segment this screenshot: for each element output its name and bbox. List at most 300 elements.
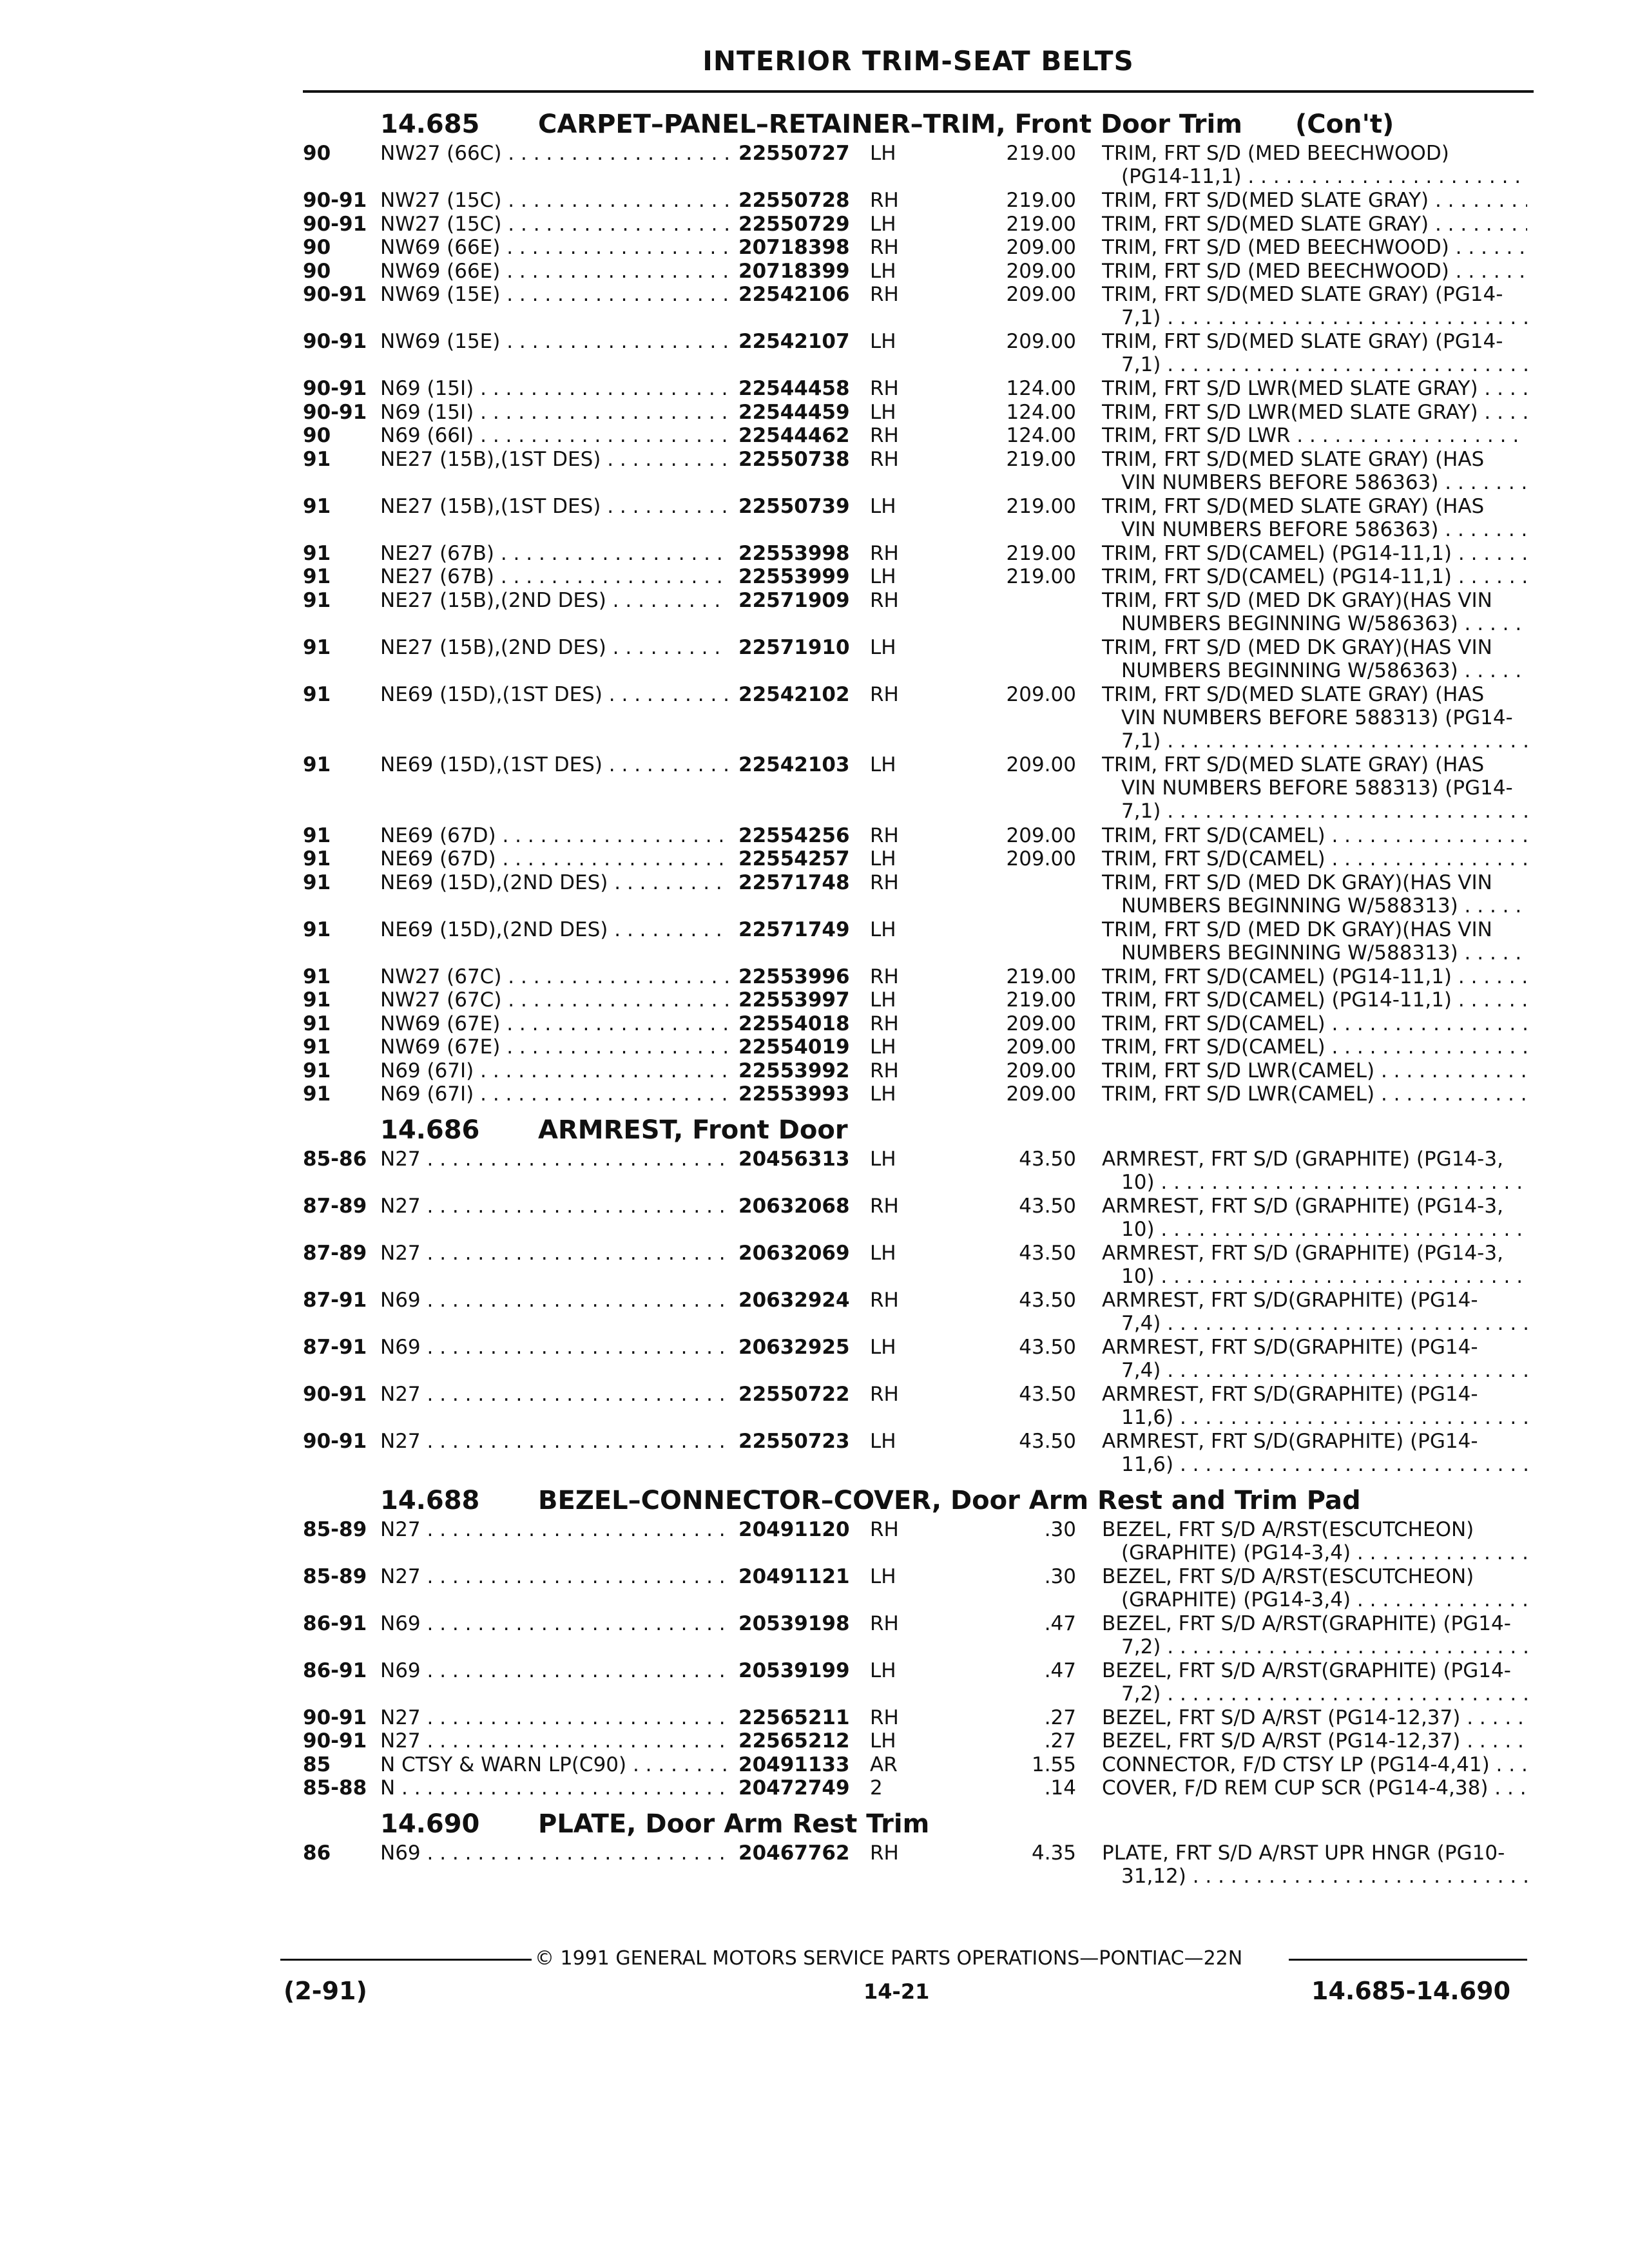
year-range: 90-91 (303, 1429, 367, 1453)
description-line: ARMREST, FRT S/D (GRAPHITE) (PG14-3, (1102, 1241, 1503, 1265)
model-code: N CTSY & WARN LP(C90) . . . (380, 1753, 728, 1776)
description-line: TRIM, FRT S/D(CAMEL) . . . (1102, 847, 1527, 870)
price: 219.00 (1006, 541, 1076, 565)
part-description (1102, 683, 1527, 753)
year-range: 91 (303, 541, 331, 565)
description-line: TRIM, FRT S/D(MED SLATE GRAY) (HAS (1102, 753, 1485, 776)
section-number: 14.685 (380, 110, 480, 139)
part-number: 20632069 (735, 1242, 850, 1265)
price: 209.00 (1006, 753, 1076, 776)
price: .27 (1044, 1706, 1076, 1729)
description-line: 7,2) . . . (1102, 1682, 1527, 1706)
part-number: 20491133 (735, 1753, 850, 1776)
description-line: TRIM, FRT S/D(MED SLATE GRAY) (HAS (1102, 447, 1485, 471)
price: 209.00 (1006, 1059, 1076, 1082)
part-description (1102, 918, 1527, 965)
year-range: 90-91 (303, 330, 367, 353)
page-title: INTERIOR TRIM-SEAT BELTS (702, 45, 1134, 77)
part-number: 22553993 (735, 1082, 850, 1106)
section-name: BEZEL–CONNECTOR–COVER, Door Arm Rest and Trim Pad (538, 1485, 1361, 1515)
model-code: NW69 (15E) . . . (380, 283, 728, 306)
year-range: 90 (303, 236, 331, 259)
price: 219.00 (1006, 142, 1076, 165)
side-code: LH (870, 1241, 896, 1265)
part-description (1102, 1035, 1527, 1059)
part-description (1102, 636, 1527, 682)
description-line: COVER, F/D REM CUP SCR (PG14-4,38) . . . (1102, 1776, 1527, 1800)
description-line: TRIM, FRT S/D LWR(MED SLATE GRAY) . . . (1102, 377, 1527, 400)
section-name: ARMREST, Front Door (538, 1115, 848, 1145)
model-code: N27 . . . (380, 1565, 728, 1588)
price: .30 (1044, 1517, 1076, 1541)
description-line: 7,4) . . . (1102, 1312, 1527, 1335)
year-range: 90 (303, 424, 331, 447)
model-code: NW27 (67C) . . . (380, 965, 728, 988)
part-number: 22542103 (735, 753, 850, 776)
side-code: RH (870, 965, 899, 988)
side-code: RH (870, 1841, 899, 1865)
price: 124.00 (1006, 424, 1076, 447)
side-code: LH (870, 753, 896, 776)
part-number: 22550738 (735, 448, 850, 471)
part-description (1102, 1430, 1527, 1476)
footer-date-code: (2-91) (284, 1977, 367, 2005)
model-code: NE27 (15B),(1ST DES) . . . (380, 448, 728, 471)
year-range: 85 (303, 1753, 331, 1776)
part-number: 22542107 (735, 330, 850, 353)
year-range: 91 (303, 870, 331, 894)
section-name: PLATE, Door Arm Rest Trim (538, 1809, 930, 1839)
footer-copyright: © 1991 GENERAL MOTORS SERVICE PARTS OPERATIONS—PONTIAC—22N (535, 1947, 1243, 1970)
description-line: TRIM, FRT S/D (MED BEECHWOOD) . . . (1102, 260, 1527, 283)
part-description (1102, 283, 1527, 329)
year-range: 85-88 (303, 1776, 367, 1800)
description-line: TRIM, FRT S/D (MED DK GRAY)(HAS VIN (1102, 635, 1492, 659)
side-code: RH (870, 447, 899, 471)
part-description (1102, 1383, 1527, 1429)
part-description (1102, 1289, 1527, 1335)
price: 209.00 (1006, 823, 1076, 847)
price: 219.00 (1006, 565, 1076, 588)
model-code: NE27 (15B),(2ND DES) . . . (380, 636, 728, 659)
price: 43.50 (1019, 1241, 1076, 1265)
model-code: N69 . . . (380, 1336, 728, 1359)
year-range: 91 (303, 447, 331, 471)
side-code: LH (870, 1147, 896, 1171)
part-number: 22553997 (735, 988, 850, 1012)
price: 219.00 (1006, 988, 1076, 1012)
side-code: LH (870, 1429, 896, 1453)
model-code: N27 . . . (380, 1430, 728, 1453)
model-code: N69 . . . (380, 1289, 728, 1312)
part-description (1102, 189, 1527, 212)
part-number: 22550723 (735, 1430, 850, 1453)
side-code: RH (870, 823, 899, 847)
year-range: 90-91 (303, 377, 367, 400)
model-code: NE27 (67B) . . . (380, 542, 728, 565)
model-code: N27 . . . (380, 1706, 728, 1729)
year-range: 91 (303, 988, 331, 1012)
model-code: NE69 (67D) . . . (380, 847, 728, 870)
side-code: RH (870, 1288, 899, 1312)
part-description (1102, 1082, 1527, 1106)
side-code: LH (870, 212, 896, 236)
part-number: 20491120 (735, 1518, 850, 1541)
price: .47 (1044, 1658, 1076, 1682)
year-range: 91 (303, 965, 331, 988)
model-code: N27 . . . (380, 1195, 728, 1218)
price: 209.00 (1006, 236, 1076, 259)
description-line: 7,1) . . . (1102, 729, 1527, 753)
part-description (1102, 824, 1527, 847)
description-line: TRIM, FRT S/D(CAMEL) (PG14-11,1) . . . (1102, 542, 1527, 565)
year-range: 91 (303, 1035, 331, 1059)
description-line: 31,12) . . . (1102, 1865, 1527, 1888)
price: 43.50 (1019, 1429, 1076, 1453)
price: 43.50 (1019, 1335, 1076, 1359)
part-number: 20467762 (735, 1841, 850, 1865)
model-code: NW69 (67E) . . . (380, 1035, 728, 1059)
part-description (1102, 1059, 1527, 1082)
description-line: 7,2) . . . (1102, 1635, 1527, 1658)
part-number: 22554018 (735, 1012, 850, 1035)
model-code: NW69 (66E) . . . (380, 260, 728, 283)
part-number: 20632925 (735, 1336, 850, 1359)
part-description (1102, 330, 1527, 376)
part-description (1102, 542, 1527, 565)
description-line: TRIM, FRT S/D (MED DK GRAY)(HAS VIN (1102, 918, 1492, 941)
side-code: LH (870, 142, 896, 165)
year-range: 91 (303, 565, 331, 588)
part-number: 22553992 (735, 1059, 850, 1082)
year-range: 90-91 (303, 283, 367, 306)
model-code: N69 (15I) . . . (380, 377, 728, 400)
part-description (1102, 753, 1527, 823)
part-description (1102, 1148, 1527, 1194)
section-number: 14.690 (380, 1809, 480, 1839)
model-code: NW27 (15C) . . . (380, 189, 728, 212)
year-range: 90-91 (303, 1706, 367, 1729)
description-line: ARMREST, FRT S/D(GRAPHITE) (PG14- (1102, 1429, 1478, 1453)
part-number: 22553999 (735, 565, 850, 588)
model-code: NW27 (15C) . . . (380, 213, 728, 236)
description-line: TRIM, FRT S/D (MED DK GRAY)(HAS VIN (1102, 588, 1492, 612)
part-number: 22550722 (735, 1383, 850, 1406)
price: 4.35 (1031, 1841, 1076, 1865)
price: .47 (1044, 1611, 1076, 1635)
description-line: TRIM, FRT S/D LWR . . . (1102, 424, 1527, 447)
description-line: ARMREST, FRT S/D(GRAPHITE) (PG14- (1102, 1288, 1478, 1312)
side-code: RH (870, 1706, 899, 1729)
footer-page-number: 14-21 (863, 1979, 930, 2004)
part-description (1102, 871, 1527, 918)
part-number: 22553998 (735, 542, 850, 565)
year-range: 90-91 (303, 212, 367, 236)
side-code: RH (870, 1059, 899, 1082)
price: 209.00 (1006, 259, 1076, 283)
part-number: 22553996 (735, 965, 850, 988)
year-range: 90-91 (303, 1729, 367, 1753)
description-line: BEZEL, FRT S/D A/RST(ESCUTCHEON) (1102, 1517, 1474, 1541)
price: 124.00 (1006, 377, 1076, 400)
side-code: RH (870, 1194, 899, 1218)
side-code: LH (870, 635, 896, 659)
price: .27 (1044, 1729, 1076, 1753)
description-line: ARMREST, FRT S/D (GRAPHITE) (PG14-3, (1102, 1194, 1503, 1218)
part-number: 22544462 (735, 424, 850, 447)
description-line: TRIM, FRT S/D(MED SLATE GRAY) (PG14- (1102, 330, 1503, 353)
model-code: NW69 (67E) . . . (380, 1012, 728, 1035)
model-code: N69 . . . (380, 1841, 728, 1865)
year-range: 87-91 (303, 1335, 367, 1359)
footer-rule-right (1289, 1959, 1527, 1961)
year-range: 91 (303, 847, 331, 870)
description-line: ARMREST, FRT S/D (GRAPHITE) (PG14-3, (1102, 1147, 1503, 1171)
part-number: 22565212 (735, 1729, 850, 1753)
year-range: 90-91 (303, 400, 367, 424)
side-code: RH (870, 682, 899, 706)
description-line: VIN NUMBERS BEFORE 588313) (PG14- (1121, 776, 1513, 800)
year-range: 91 (303, 588, 331, 612)
part-number: 20539198 (735, 1612, 850, 1635)
side-code: RH (870, 1382, 899, 1406)
side-code: LH (870, 494, 896, 518)
description-line: TRIM, FRT S/D LWR(CAMEL) . . . (1102, 1059, 1527, 1082)
description-line: TRIM, FRT S/D(MED SLATE GRAY) (PG14- (1102, 283, 1503, 306)
description-line: BEZEL, FRT S/D A/RST (PG14-12,37) . . . (1102, 1729, 1527, 1753)
price: 219.00 (1006, 965, 1076, 988)
price: .14 (1044, 1776, 1076, 1800)
part-number: 20718399 (735, 260, 850, 283)
price: 209.00 (1006, 1012, 1076, 1035)
header-rule (303, 90, 1534, 93)
part-number: 22571909 (735, 589, 850, 612)
part-number: 20718398 (735, 236, 850, 259)
side-code: LH (870, 400, 896, 424)
side-code: RH (870, 236, 899, 259)
part-description (1102, 448, 1527, 494)
price: .30 (1044, 1564, 1076, 1588)
part-description (1102, 1776, 1527, 1800)
year-range: 87-89 (303, 1241, 367, 1265)
year-range: 91 (303, 635, 331, 659)
part-number: 22565211 (735, 1706, 850, 1729)
description-line: TRIM, FRT S/D(CAMEL) (PG14-11,1) . . . (1102, 565, 1527, 588)
model-code: NW69 (66E) . . . (380, 236, 728, 259)
description-line: (GRAPHITE) (PG14-3,4) . . . (1102, 1588, 1527, 1611)
part-description (1102, 1659, 1527, 1706)
description-line: TRIM, FRT S/D(CAMEL) . . . (1102, 824, 1527, 847)
part-number: 22554257 (735, 847, 850, 870)
side-code: RH (870, 283, 899, 306)
side-code: LH (870, 565, 896, 588)
model-code: N27 . . . (380, 1242, 728, 1265)
description-line: NUMBERS BEGINNING W/588313) . . . (1102, 941, 1527, 965)
part-description (1102, 1612, 1527, 1658)
part-number: 22571910 (735, 636, 850, 659)
section-name: CARPET–PANEL–RETAINER–TRIM, Front Door Trim (538, 110, 1242, 139)
price: 1.55 (1031, 1753, 1076, 1776)
description-line: TRIM, FRT S/D LWR(MED SLATE GRAY) . . . (1102, 401, 1527, 424)
model-code: N . . . (380, 1776, 728, 1800)
model-code: N69 . . . (380, 1612, 728, 1635)
footer-section-range: 14.685-14.690 (1311, 1977, 1511, 2005)
part-description (1102, 260, 1527, 283)
side-code: LH (870, 1335, 896, 1359)
part-description (1102, 565, 1527, 588)
year-range: 87-89 (303, 1194, 367, 1218)
description-line: TRIM, FRT S/D(CAMEL) (PG14-11,1) . . . (1102, 965, 1527, 988)
section-number: 14.686 (380, 1115, 480, 1145)
description-line: ARMREST, FRT S/D(GRAPHITE) (PG14- (1102, 1382, 1478, 1406)
part-description (1102, 1753, 1527, 1776)
side-code: LH (870, 1035, 896, 1059)
year-range: 87-91 (303, 1288, 367, 1312)
part-description (1102, 1565, 1527, 1611)
model-code: NE69 (15D),(1ST DES) . . . (380, 683, 728, 706)
model-code: NE69 (15D),(2ND DES) . . . (380, 871, 728, 894)
part-number: 22554256 (735, 824, 850, 847)
description-line: TRIM, FRT S/D(MED SLATE GRAY) (HAS (1102, 494, 1485, 518)
model-code: NE69 (67D) . . . (380, 824, 728, 847)
model-code: NE27 (67B) . . . (380, 565, 728, 588)
part-number: 22554019 (735, 1035, 850, 1059)
model-code: NW27 (66C) . . . (380, 142, 728, 165)
description-line: VIN NUMBERS BEFORE 586363) . . . (1102, 471, 1527, 494)
price: 219.00 (1006, 494, 1076, 518)
side-code: LH (870, 988, 896, 1012)
description-line: TRIM, FRT S/D(MED SLATE GRAY) . . . (1102, 213, 1527, 236)
model-code: NW27 (67C) . . . (380, 988, 728, 1012)
part-description (1102, 1195, 1527, 1241)
part-description (1102, 589, 1527, 635)
year-range: 91 (303, 918, 331, 941)
part-description (1102, 847, 1527, 870)
part-number: 20632068 (735, 1195, 850, 1218)
price: 209.00 (1006, 330, 1076, 353)
description-line: 10) . . . (1102, 1171, 1527, 1194)
description-line: 7,1) . . . (1102, 306, 1527, 329)
part-number: 22550739 (735, 495, 850, 518)
year-range: 91 (303, 494, 331, 518)
description-line: BEZEL, FRT S/D A/RST(GRAPHITE) (PG14- (1102, 1658, 1511, 1682)
part-number: 22571748 (735, 871, 850, 894)
section-continued: (Con't) (1295, 110, 1394, 139)
model-code: N27 . . . (380, 1148, 728, 1171)
part-number: 22542102 (735, 683, 850, 706)
part-number: 20632924 (735, 1289, 850, 1312)
description-line: PLATE, FRT S/D A/RST UPR HNGR (PG10- (1102, 1841, 1505, 1865)
section-number: 14.688 (380, 1485, 480, 1515)
part-number: 22550729 (735, 213, 850, 236)
year-range: 91 (303, 1059, 331, 1082)
part-description (1102, 1518, 1527, 1564)
description-line: NUMBERS BEGINNING W/586363) . . . (1102, 659, 1527, 682)
year-range: 90 (303, 259, 331, 283)
model-code: N27 . . . (380, 1383, 728, 1406)
year-range: 91 (303, 1082, 331, 1106)
year-range: 86 (303, 1841, 331, 1865)
description-line: NUMBERS BEGINNING W/588313) . . . (1102, 894, 1527, 918)
year-range: 91 (303, 823, 331, 847)
year-range: 85-86 (303, 1147, 367, 1171)
part-number: 20539199 (735, 1659, 850, 1682)
part-description (1102, 213, 1527, 236)
description-line: TRIM, FRT S/D (MED BEECHWOOD) . . . (1102, 236, 1527, 259)
part-number: 22544458 (735, 377, 850, 400)
side-code: RH (870, 1517, 899, 1541)
model-code: N69 . . . (380, 1659, 728, 1682)
side-code: AR (870, 1753, 898, 1776)
description-line: 10) . . . (1102, 1218, 1527, 1241)
year-range: 85-89 (303, 1564, 367, 1588)
price: 43.50 (1019, 1382, 1076, 1406)
price: 124.00 (1006, 400, 1076, 424)
part-number: 20491121 (735, 1565, 850, 1588)
year-range: 90-91 (303, 189, 367, 212)
side-code: LH (870, 918, 896, 941)
part-description (1102, 377, 1527, 400)
side-code: LH (870, 1658, 896, 1682)
price: 43.50 (1019, 1194, 1076, 1218)
year-range: 85-89 (303, 1517, 367, 1541)
price: 219.00 (1006, 212, 1076, 236)
part-number: 22544459 (735, 401, 850, 424)
description-line: VIN NUMBERS BEFORE 588313) (PG14- (1121, 706, 1513, 729)
description-line: TRIM, FRT S/D LWR(CAMEL) . . . (1102, 1082, 1527, 1106)
part-description (1102, 1336, 1527, 1382)
year-range: 90-91 (303, 1382, 367, 1406)
description-line: BEZEL, FRT S/D A/RST (PG14-12,37) . . . (1102, 1706, 1527, 1729)
side-code: RH (870, 189, 899, 212)
description-line: VIN NUMBERS BEFORE 586363) . . . (1102, 518, 1527, 541)
model-code: N27 . . . (380, 1518, 728, 1541)
side-code: RH (870, 377, 899, 400)
description-line: BEZEL, FRT S/D A/RST(ESCUTCHEON) (1102, 1564, 1474, 1588)
price: 209.00 (1006, 847, 1076, 870)
side-code: LH (870, 259, 896, 283)
description-line: TRIM, FRT S/D(CAMEL) . . . (1102, 1012, 1527, 1035)
part-description (1102, 1242, 1527, 1288)
model-code: NE69 (15D),(1ST DES) . . . (380, 753, 728, 776)
side-code: RH (870, 424, 899, 447)
part-description (1102, 988, 1527, 1012)
side-code: LH (870, 330, 896, 353)
description-line: CONNECTOR, F/D CTSY LP (PG14-4,41) . . . (1102, 1753, 1527, 1776)
price: 43.50 (1019, 1288, 1076, 1312)
side-code: RH (870, 588, 899, 612)
part-description (1102, 1841, 1527, 1888)
side-code: LH (870, 1729, 896, 1753)
description-line: 7,1) . . . (1102, 353, 1527, 376)
year-range: 91 (303, 753, 331, 776)
model-code: N69 (66I) . . . (380, 424, 728, 447)
side-code: LH (870, 1082, 896, 1106)
part-description (1102, 401, 1527, 424)
description-line: TRIM, FRT S/D(CAMEL) . . . (1102, 1035, 1527, 1059)
part-number: 22542106 (735, 283, 850, 306)
side-code: LH (870, 1564, 896, 1588)
year-range: 90 (303, 142, 331, 165)
part-description (1102, 1706, 1527, 1729)
description-line: TRIM, FRT S/D(CAMEL) (PG14-11,1) . . . (1102, 988, 1527, 1012)
year-range: 91 (303, 1012, 331, 1035)
price: 43.50 (1019, 1147, 1076, 1171)
description-line: ARMREST, FRT S/D(GRAPHITE) (PG14- (1102, 1335, 1478, 1359)
price: 209.00 (1006, 1082, 1076, 1106)
model-code: N69 (67I) . . . (380, 1082, 728, 1106)
price: 219.00 (1006, 447, 1076, 471)
